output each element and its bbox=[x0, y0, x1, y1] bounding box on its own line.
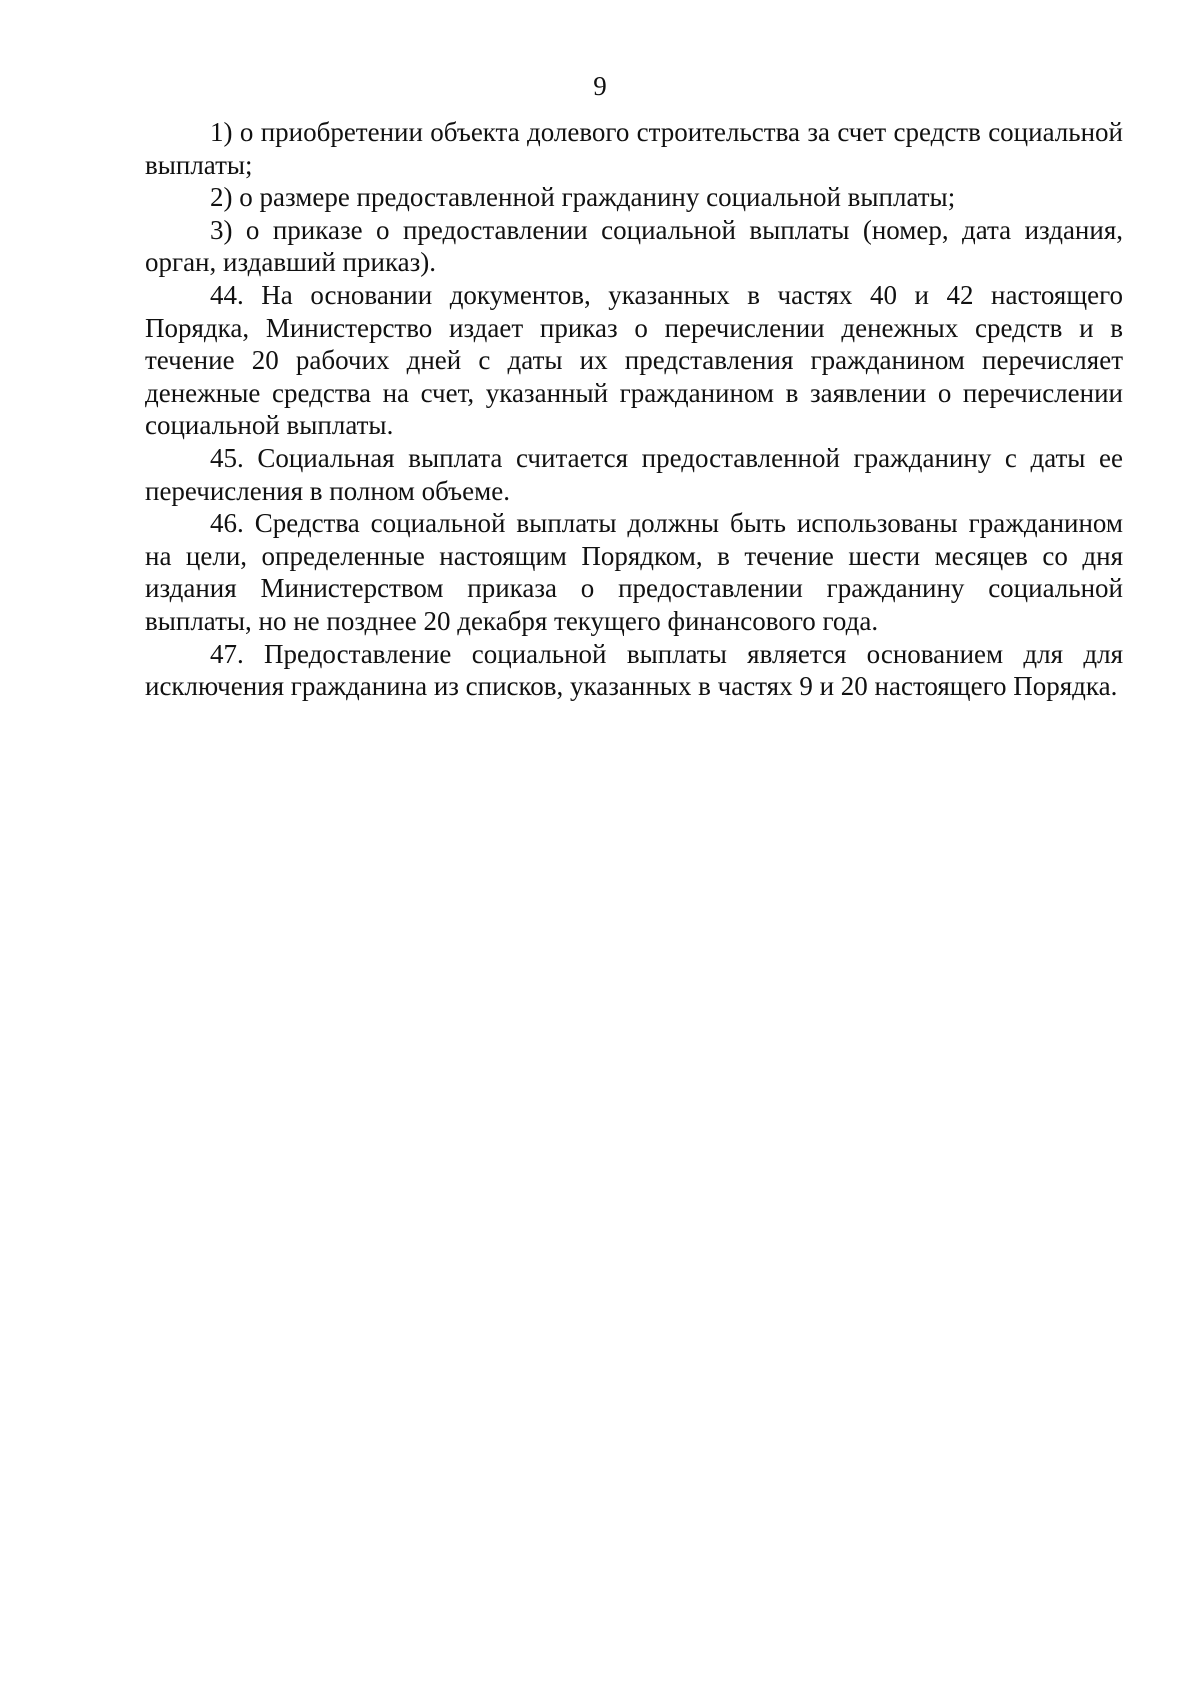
document-body bbox=[145, 116, 1123, 703]
clause-47: 47. Предоставление социальной выплаты является основанием для для исключения гражданина из списков, указанных в частях 9 и 20 настоящего Порядка. bbox=[145, 638, 1123, 702]
clause-44: 44. На основании документов, указанных в частях 40 и 42 настоящего Порядка, Министерство издает приказ о перечислении денежных средств и в течение 20 рабочих дней с даты их представления гражданином перечисляет денежные средства на счет, указанный гражданином в заявлении о перечислении социальной выплаты. bbox=[145, 279, 1123, 441]
page-number: 9 bbox=[593, 71, 607, 101]
clause-46: 46. Средства социальной выплаты должны быть использованы гражданином на цели, определенные настоящим Порядком, в течение шести месяцев со дня издания Министерством приказа о предоставлении гражданину социальной выплаты, но не позднее 20 декабря текущего финансового года. bbox=[145, 508, 1123, 636]
list-item-2: 2) о размере предоставленной гражданину социальной выплаты; bbox=[210, 182, 956, 213]
clause-45: 45. Социальная выплата считается предоставленной гражданину с даты ее перечисления в полном объеме. bbox=[145, 442, 1123, 506]
list-item-3: 3) о приказе о предоставлении социальной выплаты (номер, дата издания, орган, издавший приказ). bbox=[145, 214, 1123, 278]
list-item-1: 1) о приобретении объекта долевого строительства за счет средств социальной выплаты; bbox=[145, 117, 1123, 180]
